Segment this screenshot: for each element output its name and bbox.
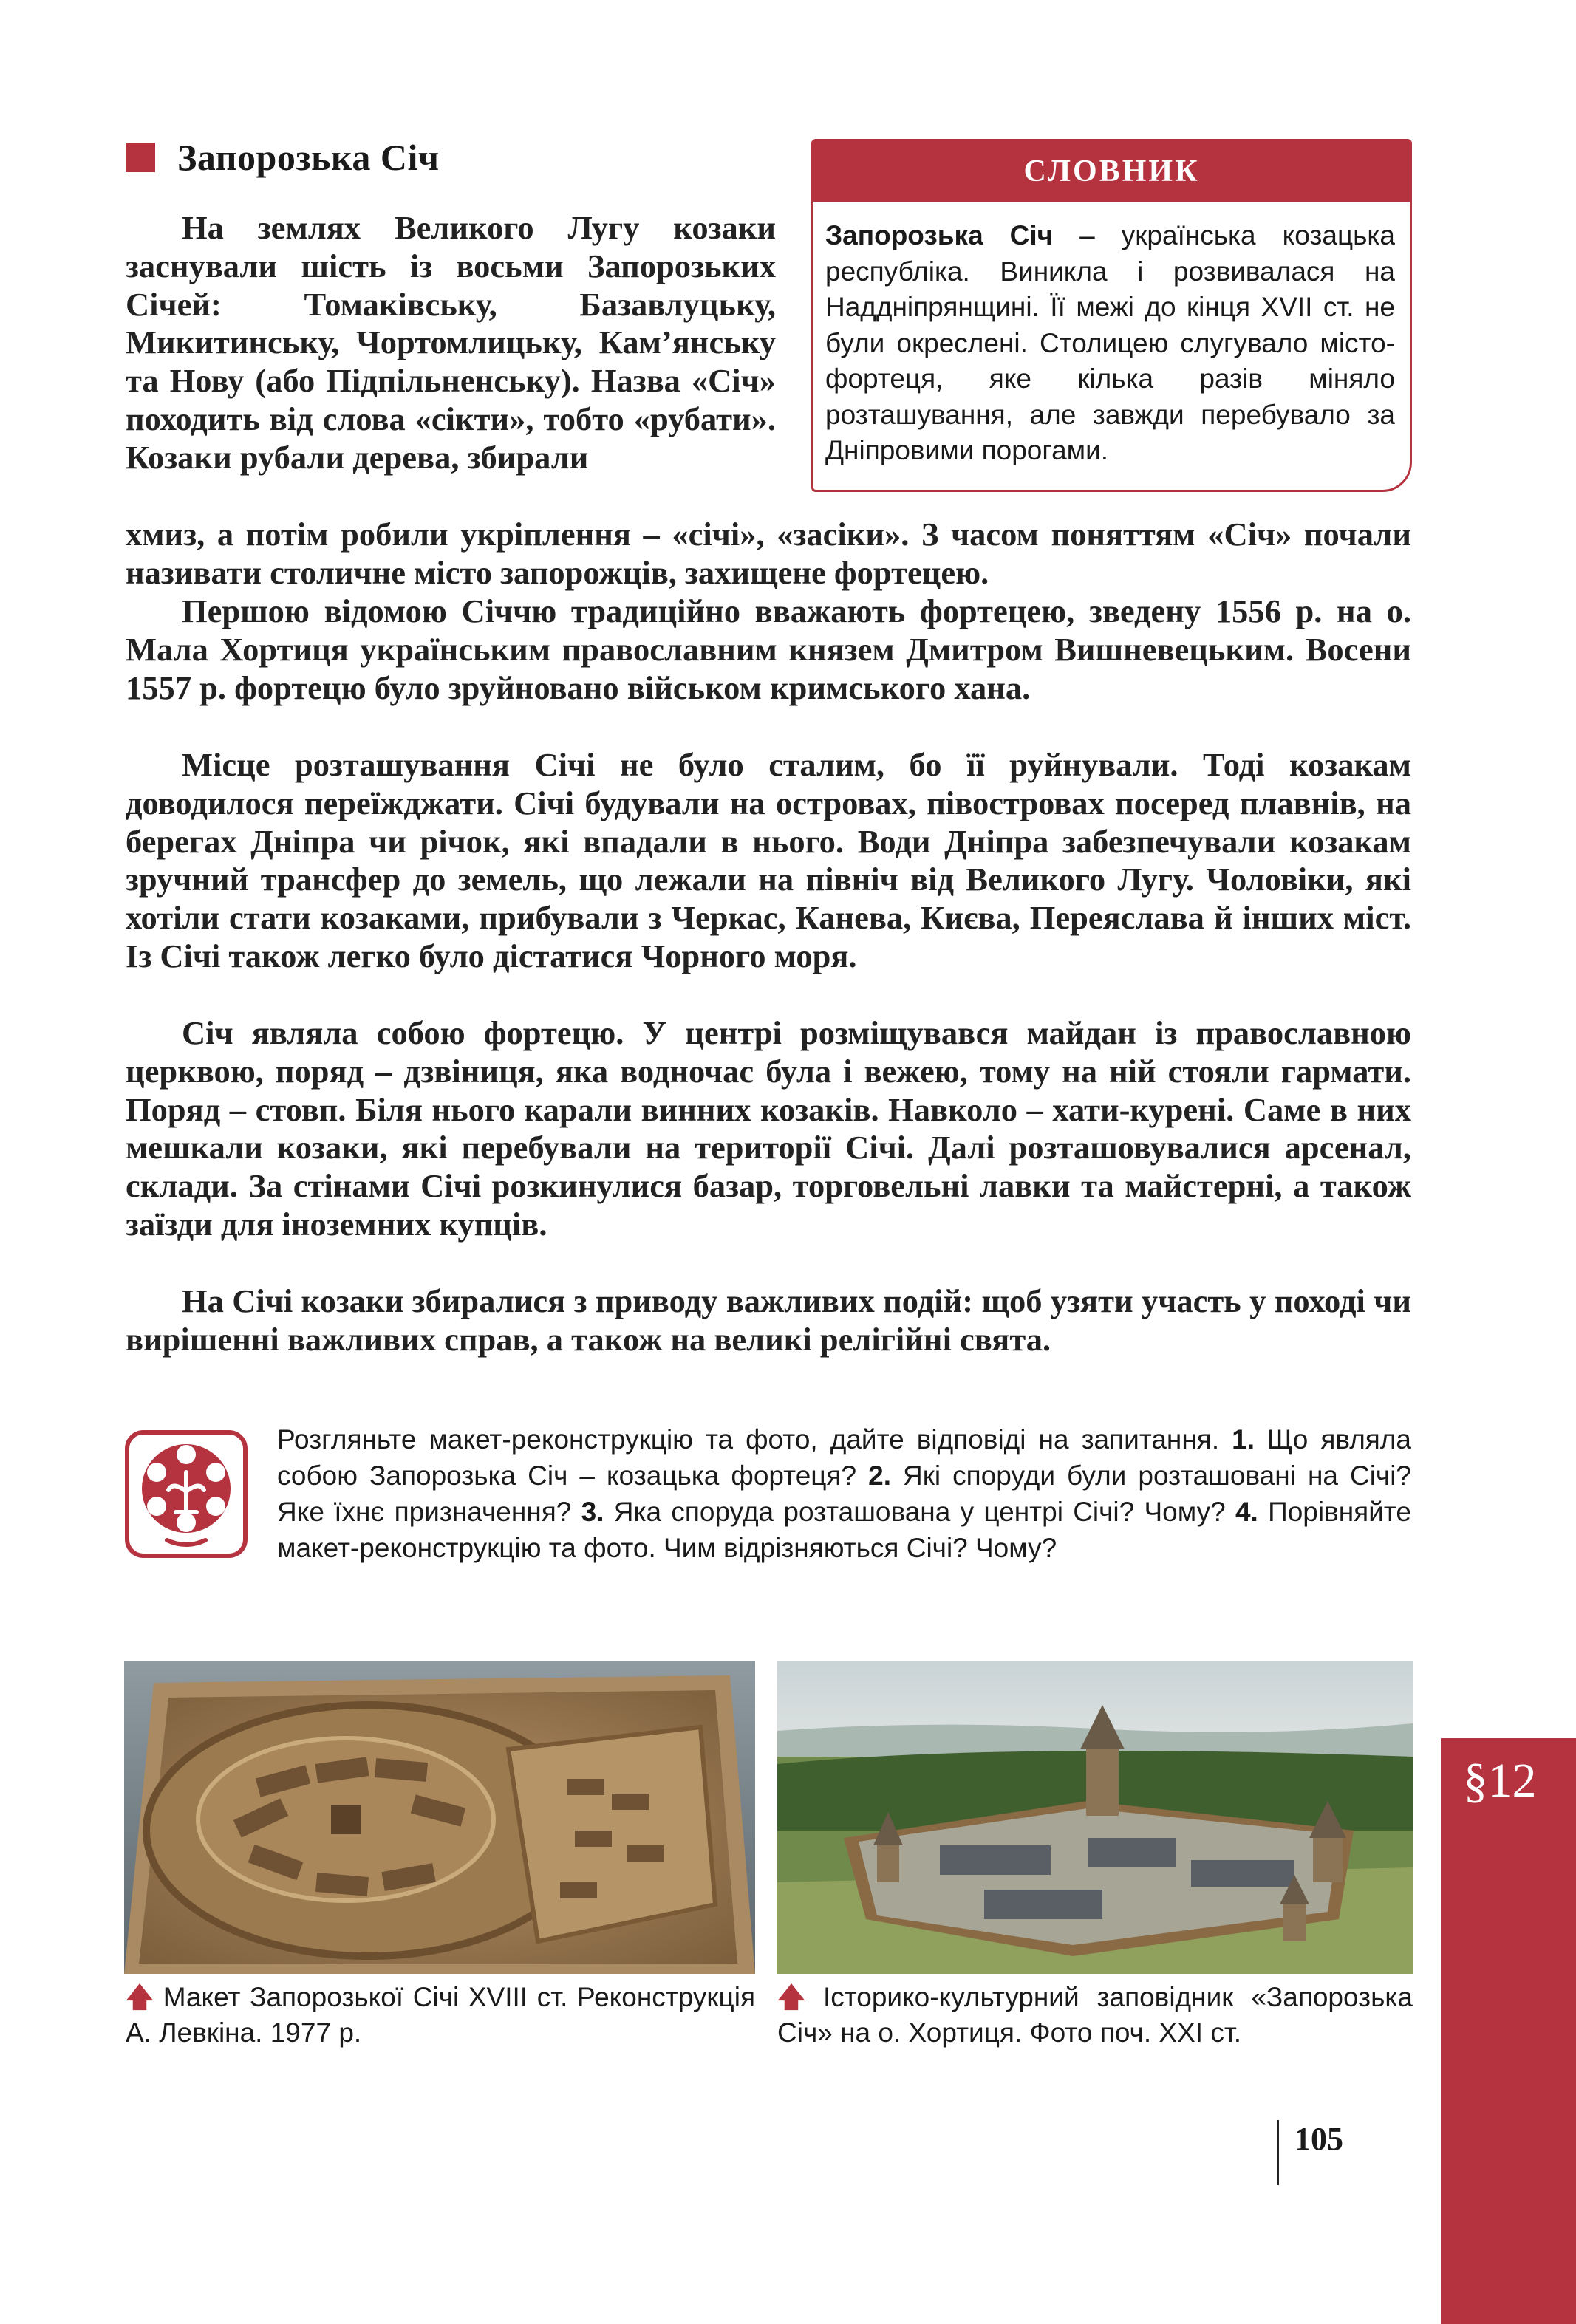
photo-sich-model bbox=[124, 1661, 755, 1974]
section-side-tab bbox=[1441, 1738, 1576, 2324]
glossary-definition-text: – українська козацька республіка. Виникла і розвивалася на Наддніпрянщині. Її межі до кінця XVII ст. не були окреслені. Столицею слугувало місто-фортеця, яке кілька разів міняло розташування, але завжди перебувало за Дніпровими порогами. bbox=[825, 220, 1395, 465]
paragraph-4: Січ являла собою фортецю. У центрі розміщувався майдан із православною церквою, поряд – дзвіниця, яка водночас була і вежею, тому на ній стояли гармати. Поряд – стовп. Біля нього карали винних козаків. Навколо – хати-курені. Саме в них мешкали козаки, які перебували на території Січі. Далі розташовувалися арсенал, склади. За стінами Січі розкинулися базар, торговельні лавки та майстерні, а також заїзди для іноземних купців. bbox=[126, 1014, 1411, 1243]
section-title: Запорозька Січ bbox=[177, 137, 440, 178]
question-4: Порівняйте макет-реконструкцію та фото. Чим відрізняються Січі? Чому? bbox=[277, 1497, 1411, 1563]
section-heading bbox=[126, 135, 440, 180]
question-2: Які споруди були розташовані на Січі? Яке їхнє призначення? bbox=[277, 1460, 1411, 1527]
question-number: 4. bbox=[1235, 1497, 1258, 1527]
task-icon-spacer bbox=[126, 1421, 277, 1565]
arrow-up-icon: 🡅 bbox=[126, 1982, 154, 2012]
photo-khortytsia-reserve bbox=[777, 1661, 1413, 1974]
question-1: Що являла собою Запорозька Січ – козацька фортеця? bbox=[277, 1424, 1411, 1491]
glossary-box bbox=[811, 139, 1412, 492]
paragraph-3: Місце розташування Січі не було сталим, бо її руйнували. Тоді козакам доводилося переїжджати. Січі будували на островах, півостровах посеред плавнів, на берегах Дніпра чи річок, які впадали в нього. Води Дніпра забезпечували козакам зручний трансфер до земель, що лежали на північ від Великого Лугу. Чоловіки, які хотіли стати козаками, прибували з Черкас, Канева, Києва, Переяслава й інших міст. Із Січі також легко було дістатися Чорного моря. bbox=[126, 746, 1411, 974]
paragraph-2: Першою відомою Січчю традиційно вважають фортецею, зведену 1556 р. на о. Мала Хортиця українським православним князем Дмитром Вишневецьким. Восени 1557 р. фортецю було зруйновано військом кримського хана. bbox=[126, 592, 1411, 706]
paragraph-1 bbox=[126, 209, 776, 477]
caption-sich-model bbox=[126, 1980, 755, 2051]
question-number: 2. bbox=[868, 1460, 891, 1491]
paragraph-1-text-cont: Томаківську, Базавлуцьку, Микитинську, Чортомлицьку, Кам’янську та Нову (або Підпільненську). Назва «Січ» походить від слова «сікти», тобто «рубати». Козаки рубали дерева, збирали bbox=[126, 285, 776, 476]
glossary-definition bbox=[813, 202, 1410, 469]
arrow-up-icon: 🡅 bbox=[777, 1982, 806, 2012]
paragraph-5: На Січі козаки збиралися з приводу важливих подій: щоб узяти участь у поході чи вирішенні важливих справ, а також на великі релігійні свята. bbox=[126, 1282, 1411, 1358]
glossary-term: Запорозька Січ bbox=[825, 220, 1054, 250]
paragraph-1-continuation: хмиз, а потім робили укріплення – «січі», «засіки». З часом поняттям «Січ» почали називати столичне місто запорожців, захищене фортецею. bbox=[126, 516, 1411, 591]
task-questions bbox=[126, 1421, 1411, 1566]
section-number-label: §12 bbox=[1463, 1754, 1537, 1808]
question-number: 3. bbox=[581, 1497, 604, 1527]
page-number: 105 bbox=[1294, 2121, 1343, 2157]
caption-text: Макет Запорозької Січі XVIII ст. Реконструкція А. Левкіна. 1977 р. bbox=[126, 1982, 755, 2048]
task-intro: Розгляньте макет-реконструкцію та фото, дайте відповіді на запитання. bbox=[277, 1424, 1232, 1455]
page-number-divider bbox=[1277, 2120, 1279, 2185]
caption-text: Історико-культурний заповідник «Запорозька Січ» на о. Хортиця. Фото поч. XXI ст. bbox=[777, 1982, 1413, 2048]
paragraph-1-bold-term: Запорозьких Січей: bbox=[126, 247, 776, 323]
question-3: Яка споруда розташована у центрі Січі? Чому? bbox=[604, 1497, 1235, 1527]
paragraph-1-text: На землях Великого Лугу козаки заснували шість із восьми bbox=[126, 209, 776, 284]
heading-marker-square bbox=[126, 143, 155, 172]
glossary-title: СЛОВНИК bbox=[813, 141, 1410, 202]
question-number: 1. bbox=[1232, 1424, 1255, 1455]
caption-khortytsia-reserve bbox=[777, 1980, 1413, 2051]
